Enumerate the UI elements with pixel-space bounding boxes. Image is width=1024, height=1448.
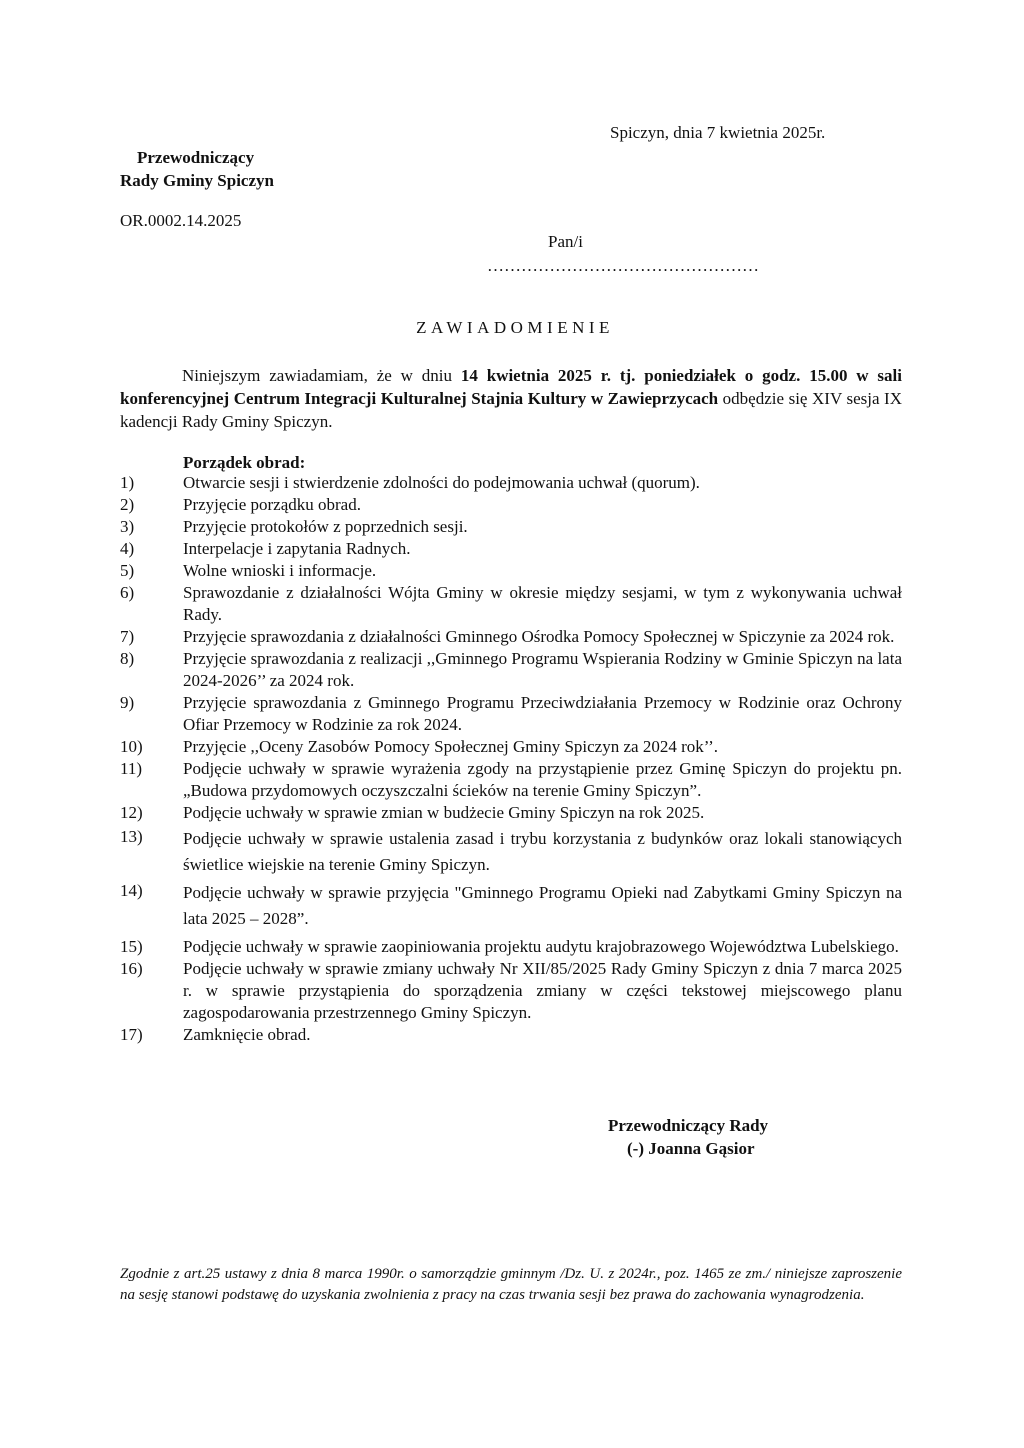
agenda-item-9 xyxy=(120,692,902,736)
agenda-item-text: Otwarcie sesji i stwierdzenie zdolności do podejmowania uchwał (quorum). xyxy=(183,473,700,492)
agenda-item-text: Przyjęcie protokołów z poprzednich sesji. xyxy=(183,517,468,536)
legal-footnote: Zgodnie z art.25 ustawy z dnia 8 marca 1990r. o samorządzie gminnym /Dz. U. z 2024r., poz. 1465 ze zm./ niniejsze zaproszenie na sesję stanowi podstawę do uzyskania zwolnienia z pracy na czas trwania sesji bez prawa do zachowania wynagrodzenia. xyxy=(120,1266,902,1303)
agenda-item-text: Podjęcie uchwały w sprawie przyjęcia "Gminnego Programu Opieki nad Zabytkami Gminy Spiczyn na lata 2025 – 2028”. xyxy=(183,883,902,928)
sender-title: Przewodniczący xyxy=(137,148,255,167)
agenda-list xyxy=(120,472,902,1046)
agenda-item-number: 7) xyxy=(120,627,135,646)
agenda-item-11 xyxy=(120,758,902,802)
intro-text-start: Niniejszym zawiadamiam, że w dniu xyxy=(182,366,461,385)
agenda-item-number: 15) xyxy=(120,937,143,956)
agenda-item-3 xyxy=(120,516,902,538)
agenda-item-number: 5) xyxy=(120,561,135,580)
agenda-item-text: Interpelacje i zapytania Radnych. xyxy=(183,539,411,558)
agenda-item-15 xyxy=(120,936,902,958)
agenda-item-number: 11) xyxy=(120,759,143,778)
agenda-item-13 xyxy=(120,826,902,878)
agenda-item-number: 9) xyxy=(120,693,135,712)
intro-bold-details: 14 kwietnia 2025 r. tj. poniedziałek o godz. 15.00 w sali konferencyjnej Centrum Integracji Kulturalnej Stajnia Kultury w Zawieprzycach xyxy=(120,366,902,408)
agenda-item-12 xyxy=(120,802,902,824)
agenda-item-4 xyxy=(120,538,902,560)
document-date: Spiczyn, dnia 7 kwietnia 2025r. xyxy=(610,123,826,142)
agenda-item-6 xyxy=(120,582,902,626)
agenda-item-17 xyxy=(120,1024,902,1046)
agenda-item-1 xyxy=(120,472,902,494)
agenda-item-5 xyxy=(120,560,902,582)
document-title: ZAWIADOMIENIE xyxy=(416,318,614,337)
agenda-item-number: 8) xyxy=(120,649,135,668)
sender-block xyxy=(120,146,274,192)
agenda-item-8 xyxy=(120,648,902,692)
agenda-item-number: 4) xyxy=(120,539,135,558)
agenda-item-number: 10) xyxy=(120,737,143,756)
sender-organization: Rady Gminy Spiczyn xyxy=(120,171,274,190)
agenda-item-text: Przyjęcie ,,Oceny Zasobów Pomocy Społecznej Gminy Spiczyn za 2024 rok’’. xyxy=(183,737,719,756)
agenda-item-text: Przyjęcie porządku obrad. xyxy=(183,495,361,514)
agenda-item-16 xyxy=(120,958,902,1024)
intro-paragraph xyxy=(120,364,902,433)
recipient-placeholder: ………………………………………… xyxy=(487,256,759,275)
signature-block xyxy=(608,1114,768,1160)
agenda-item-text: Wolne wnioski i informacje. xyxy=(183,561,377,580)
agenda-item-text: Przyjęcie sprawozdania z realizacji ,,Gminnego Programu Wspierania Rodziny w Gminie Spiczyn na lata 2024-2026’’ za 2024 rok. xyxy=(183,649,902,690)
agenda-item-text: Przyjęcie sprawozdania z działalności Gminnego Ośrodka Pomocy Społecznej w Spiczynie za 2024 rok. xyxy=(183,627,895,646)
agenda-item-14 xyxy=(120,880,902,932)
agenda-item-number: 2) xyxy=(120,495,135,514)
signature-title: Przewodniczący Rady xyxy=(608,1116,769,1135)
agenda-heading: Porządek obrad: xyxy=(183,453,306,472)
agenda-item-number: 17) xyxy=(120,1025,143,1044)
agenda-item-7 xyxy=(120,626,902,648)
reference-number: OR.0002.14.2025 xyxy=(120,211,242,230)
agenda-item-text: Podjęcie uchwały w sprawie zmiany uchwały Nr XII/85/2025 Rady Gminy Spiczyn z dnia 7 marca 2025 r. w sprawie przystąpienia do sporządzenia zmiany w części tekstowej miejscowego planu zagospodarowania przestrzennego Gminy Spiczyn. xyxy=(183,959,902,1022)
agenda-item-number: 14) xyxy=(120,881,143,900)
agenda-item-text: Sprawozdanie z działalności Wójta Gminy w okresie między sesjami, w tym z wykonywania uchwał Rady. xyxy=(183,583,902,624)
agenda-item-number: 12) xyxy=(120,803,143,822)
recipient-label: Pan/i xyxy=(548,232,583,251)
agenda-item-text: Przyjęcie sprawozdania z Gminnego Programu Przeciwdziałania Przemocy w Rodzinie oraz Ochrony Ofiar Przemocy w Rodzinie za rok 2024. xyxy=(183,693,902,734)
agenda-item-number: 13) xyxy=(120,827,143,846)
agenda-item-text: Podjęcie uchwały w sprawie ustalenia zasad i trybu korzystania z budynków oraz lokali stanowiących świetlice wiejskie na terenie Gminy Spiczyn. xyxy=(183,829,902,874)
agenda-item-text: Zamknięcie obrad. xyxy=(183,1025,311,1044)
agenda-item-2 xyxy=(120,494,902,516)
agenda-item-text: Podjęcie uchwały w sprawie zaopiniowania projektu audytu krajobrazowego Województwa Lubelskiego. xyxy=(183,937,899,956)
agenda-item-text: Podjęcie uchwały w sprawie wyrażenia zgody na przystąpienie przez Gminę Spiczyn do projektu pn. „Budowa przydomowych oczyszczalni ścieków na terenie Gminy Spiczyn”. xyxy=(183,759,902,800)
agenda-item-number: 3) xyxy=(120,517,135,536)
agenda-item-number: 6) xyxy=(120,583,135,602)
agenda-item-number: 16) xyxy=(120,959,143,978)
intro-text-end: odbędzie się XIV sesja IX kadencji Rady Gminy Spiczyn. xyxy=(120,389,902,431)
agenda-item-10 xyxy=(120,736,902,758)
agenda-item-number: 1) xyxy=(120,473,135,492)
signature-name: (-) Joanna Gąsior xyxy=(627,1139,755,1158)
agenda-item-text: Podjęcie uchwały w sprawie zmian w budżecie Gminy Spiczyn na rok 2025. xyxy=(183,803,705,822)
